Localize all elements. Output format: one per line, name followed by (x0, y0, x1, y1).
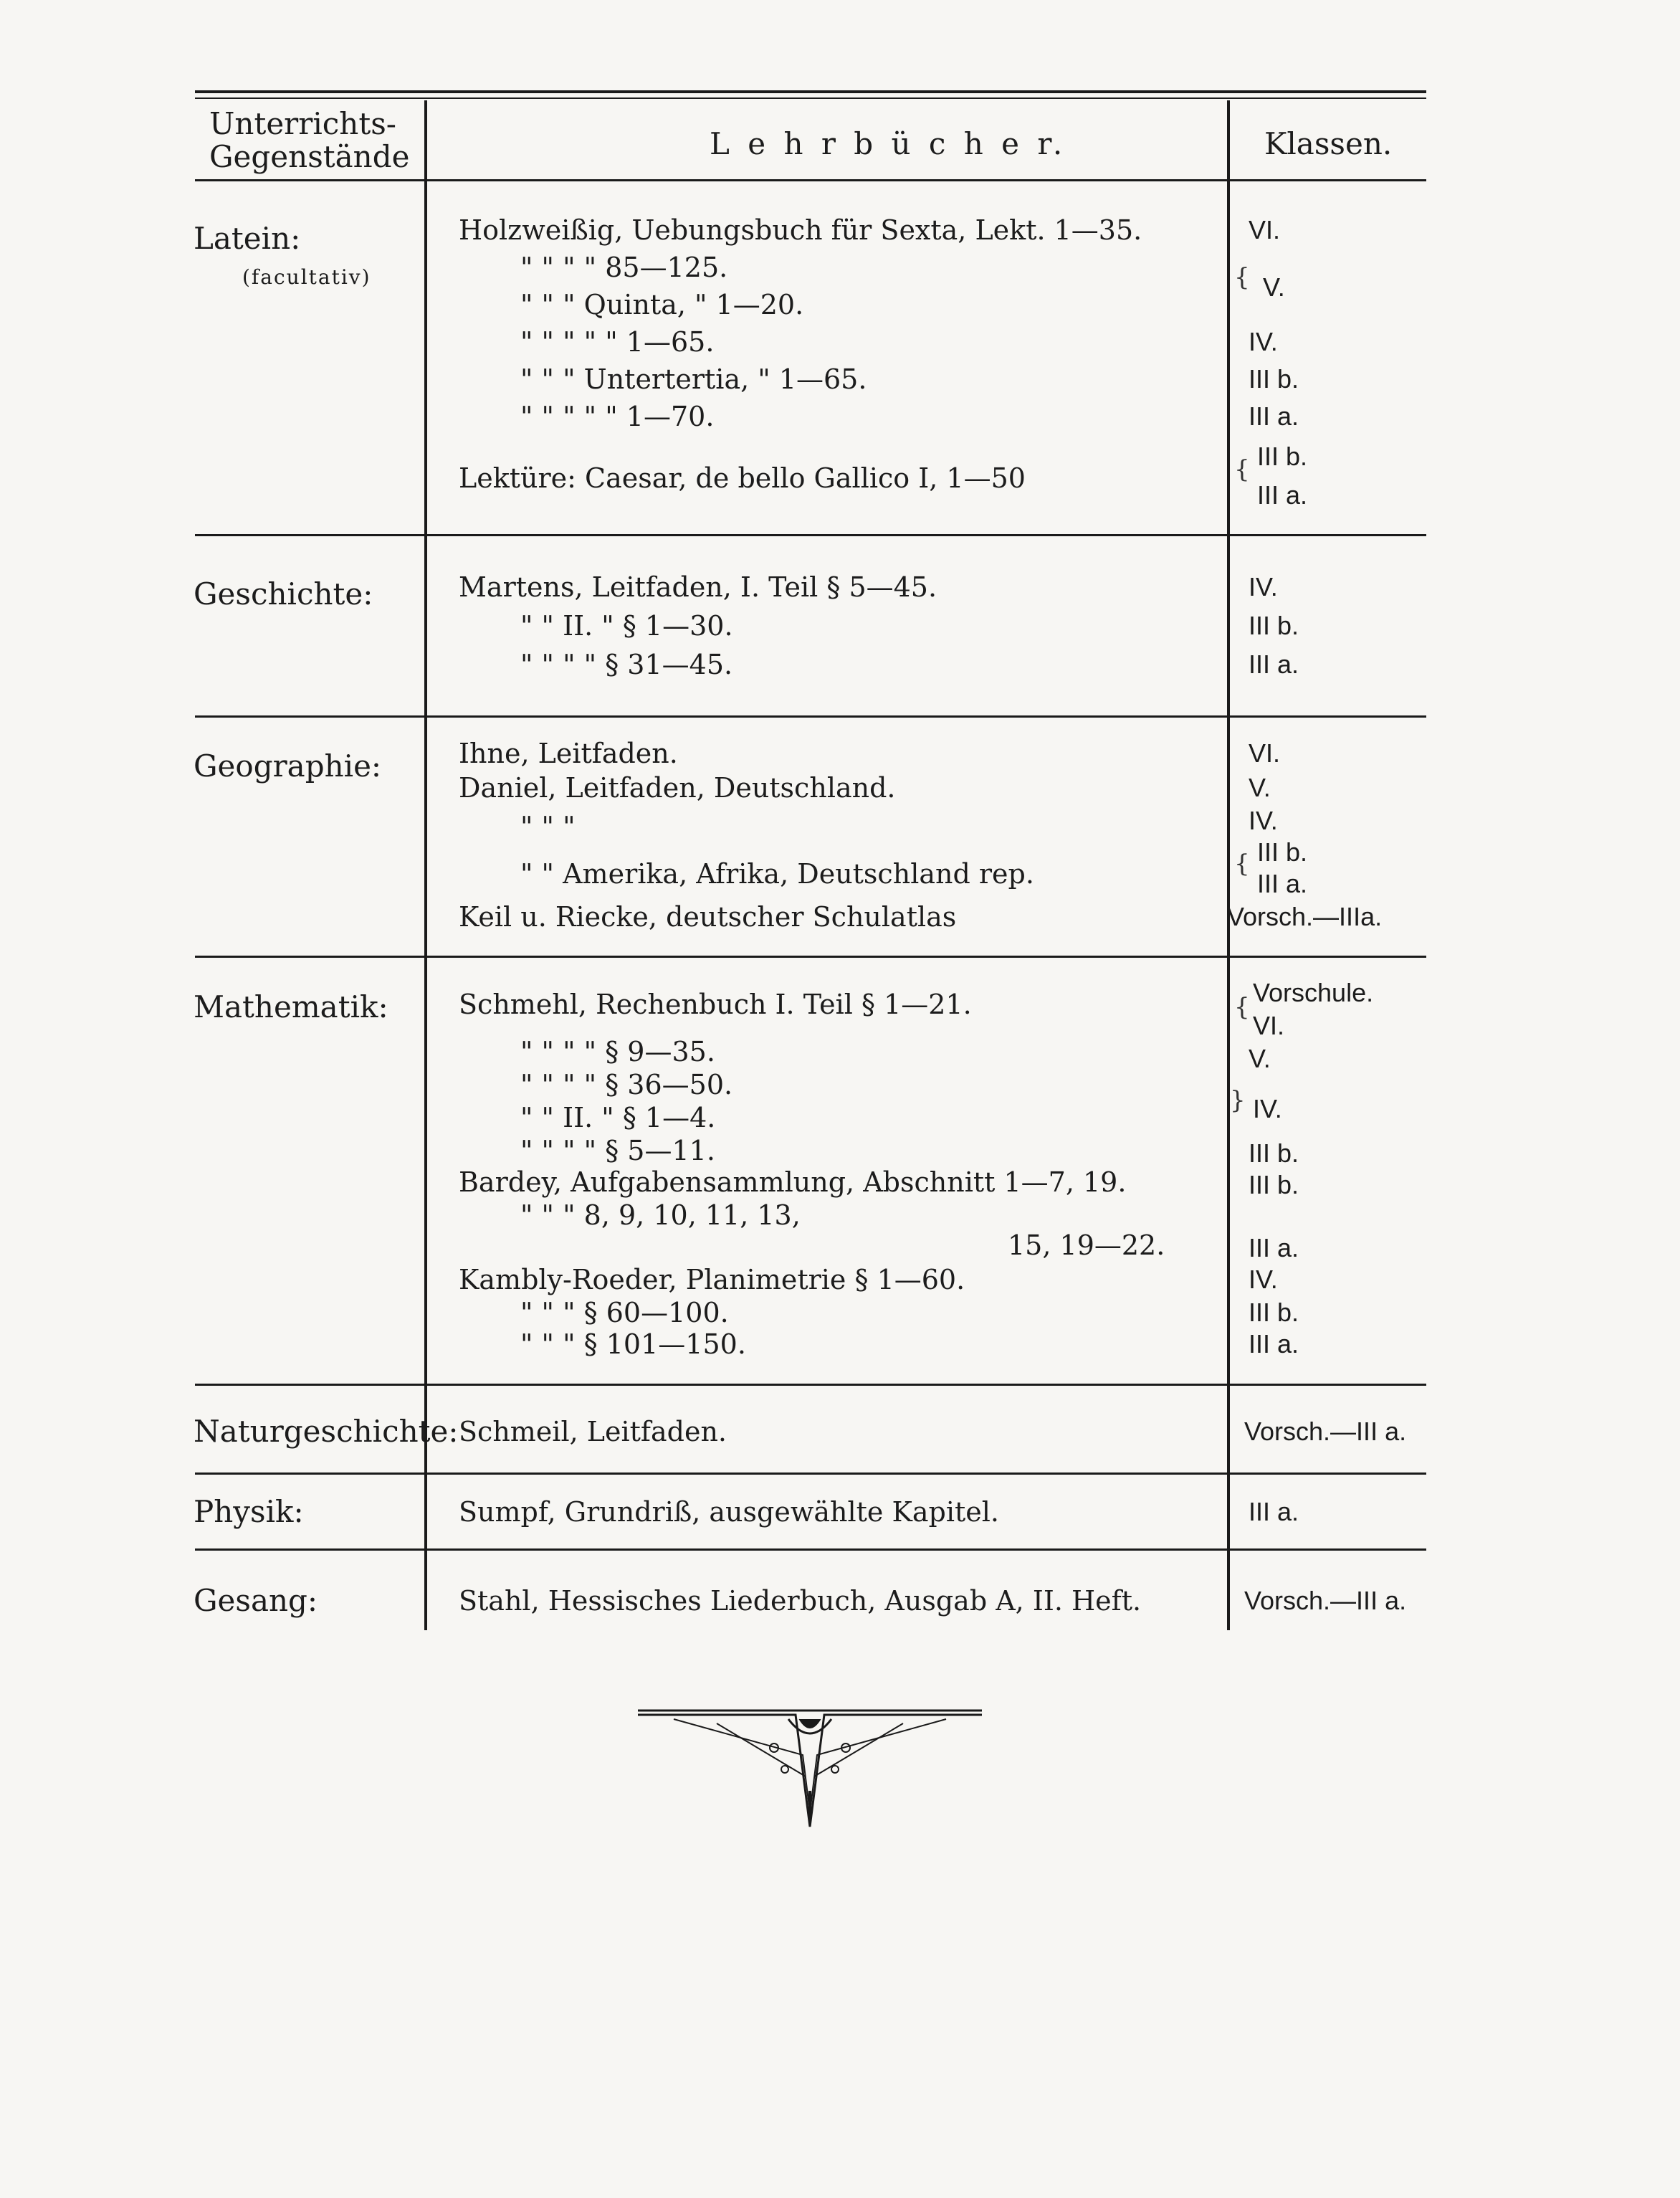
mathematik-line-11: " " " § 101—150. (520, 1328, 746, 1360)
latein-class-6: III b. (1257, 442, 1308, 471)
mathematik-class-3: V. (1249, 1044, 1271, 1073)
geschichte-line-3: " " " " § 31—45. (520, 649, 733, 680)
mathematik-class-5: III b. (1249, 1138, 1299, 1168)
latein-line-4: " " " " " 1—65. (520, 326, 715, 358)
physik-line: Sumpf, Grundriß, ausgewählte Kapitel. (459, 1496, 999, 1528)
latein-class-5: III a. (1249, 401, 1299, 431)
geographie-line-1: Ihne, Leitfaden. (459, 738, 678, 769)
mathematik-class-9: III b. (1249, 1298, 1299, 1327)
row-rule-physik (195, 1548, 1426, 1551)
brace-icon: { (1234, 850, 1250, 878)
brace-icon: { (1234, 993, 1250, 1022)
geographie-class-2: V. (1249, 773, 1271, 802)
row-rule-latein (195, 534, 1426, 536)
latein-line-6: " " " " " 1—70. (520, 401, 715, 432)
mathematik-line-6: Bardey, Aufgabensammlung, Abschnitt 1—7, 19. (459, 1166, 1127, 1198)
geographie-class-6: Vorsch.—IIIa. (1227, 902, 1383, 931)
subject-gesang: Gesang: (194, 1583, 318, 1618)
row-rule-naturgeschichte (195, 1473, 1426, 1475)
geschichte-line-2: " " II. " § 1—30. (520, 610, 733, 642)
geographie-class-4: III b. (1257, 837, 1308, 867)
latein-line-2: " " " " 85—125. (520, 252, 728, 283)
mathematik-line-1: Schmehl, Rechenbuch I. Teil § 1—21. (459, 989, 972, 1020)
geschichte-class-1: IV. (1249, 572, 1278, 601)
mathematik-class-8: IV. (1249, 1265, 1278, 1294)
geographie-class-3: IV. (1249, 806, 1278, 835)
mathematik-class-1: Vorschule. (1253, 978, 1374, 1007)
header-rule (195, 179, 1426, 181)
latein-class-2: V. (1263, 272, 1285, 302)
mathematik-class-2: VI. (1253, 1011, 1285, 1040)
header-books: L e h r b ü c h e r. (710, 126, 1067, 161)
physik-class: III a. (1249, 1497, 1299, 1526)
geographie-class-1: VI. (1249, 738, 1281, 768)
geographie-line-5: Keil u. Riecke, deutscher Schulatlas (459, 901, 957, 933)
column-rule-left (424, 100, 427, 1630)
top-double-rule (195, 90, 1426, 93)
geographie-line-4: " " Amerika, Afrika, Deutschland rep. (520, 858, 1034, 890)
gesang-line: Stahl, Hessisches Liederbuch, Ausgab A, II. Heft. (459, 1585, 1142, 1617)
row-rule-mathematik (195, 1384, 1426, 1386)
subject-geographie: Geographie: (194, 748, 382, 784)
top-double-rule-2 (195, 97, 1426, 99)
mathematik-class-4: IV. (1253, 1094, 1282, 1123)
mathematik-line-5: " " " " § 5—11. (520, 1135, 715, 1166)
geographie-class-5: III a. (1257, 869, 1308, 898)
gesang-class: Vorsch.—III a. (1244, 1586, 1407, 1615)
latein-line-1: Holzweißig, Uebungsbuch für Sexta, Lekt. 1—35. (459, 214, 1142, 246)
geschichte-line-1: Martens, Leitfaden, I. Teil § 5—45. (459, 571, 937, 603)
mathematik-line-2: " " " " § 9—35. (520, 1036, 715, 1067)
header-subjects-1: Unterrichts- (209, 106, 396, 141)
naturgeschichte-line: Schmeil, Leitfaden. (459, 1416, 727, 1447)
latein-class-3: IV. (1249, 327, 1278, 356)
latein-line-7: Lektüre: Caesar, de bello Gallico I, 1—50 (459, 462, 1026, 494)
brace-icon: { (1234, 263, 1250, 292)
mathematik-line-4: " " II. " § 1—4. (520, 1102, 716, 1133)
latein-class-1: VI. (1249, 215, 1281, 244)
row-rule-geschichte (195, 715, 1426, 718)
subject-latein: Latein: (194, 221, 301, 256)
mathematik-class-10: III a. (1249, 1329, 1299, 1359)
subject-mathematik: Mathematik: (194, 989, 388, 1024)
mathematik-line-10: " " " § 60—100. (520, 1297, 729, 1328)
subject-geschichte: Geschichte: (194, 576, 373, 612)
geographie-line-2: Daniel, Leitfaden, Deutschland. (459, 772, 896, 804)
brace-icon: { (1234, 455, 1250, 484)
latein-note: (facultativ) (242, 265, 371, 289)
mathematik-line-8: 15, 19—22. (1008, 1229, 1165, 1261)
latein-line-5: " " " Untertertia, " 1—65. (520, 363, 867, 395)
mathematik-line-9: Kambly-Roeder, Planimetrie § 1—60. (459, 1264, 965, 1295)
mathematik-line-7: " " " 8, 9, 10, 11, 13, (520, 1199, 801, 1231)
latein-line-3: " " " Quinta, " 1—20. (520, 289, 804, 320)
latein-class-4: III b. (1249, 364, 1299, 394)
ornament-icon (631, 1705, 989, 1834)
mathematik-class-6: III b. (1249, 1170, 1299, 1199)
mathematik-line-3: " " " " § 36—50. (520, 1069, 733, 1100)
latein-class-7: III a. (1257, 480, 1308, 510)
header-subjects-2: Gegenstände (209, 139, 410, 174)
subject-physik: Physik: (194, 1494, 304, 1529)
subject-naturgeschichte: Naturgeschichte: (194, 1414, 459, 1449)
naturgeschichte-class: Vorsch.—III a. (1244, 1417, 1407, 1446)
brace-icon: } (1230, 1086, 1246, 1115)
geographie-line-3: " " " (520, 811, 576, 842)
header-classes: Klassen. (1264, 126, 1393, 161)
row-rule-geographie (195, 956, 1426, 958)
geschichte-class-3: III a. (1249, 650, 1299, 679)
mathematik-class-7: III a. (1249, 1233, 1299, 1262)
column-rule-right (1227, 100, 1230, 1630)
geschichte-class-2: III b. (1249, 611, 1299, 640)
